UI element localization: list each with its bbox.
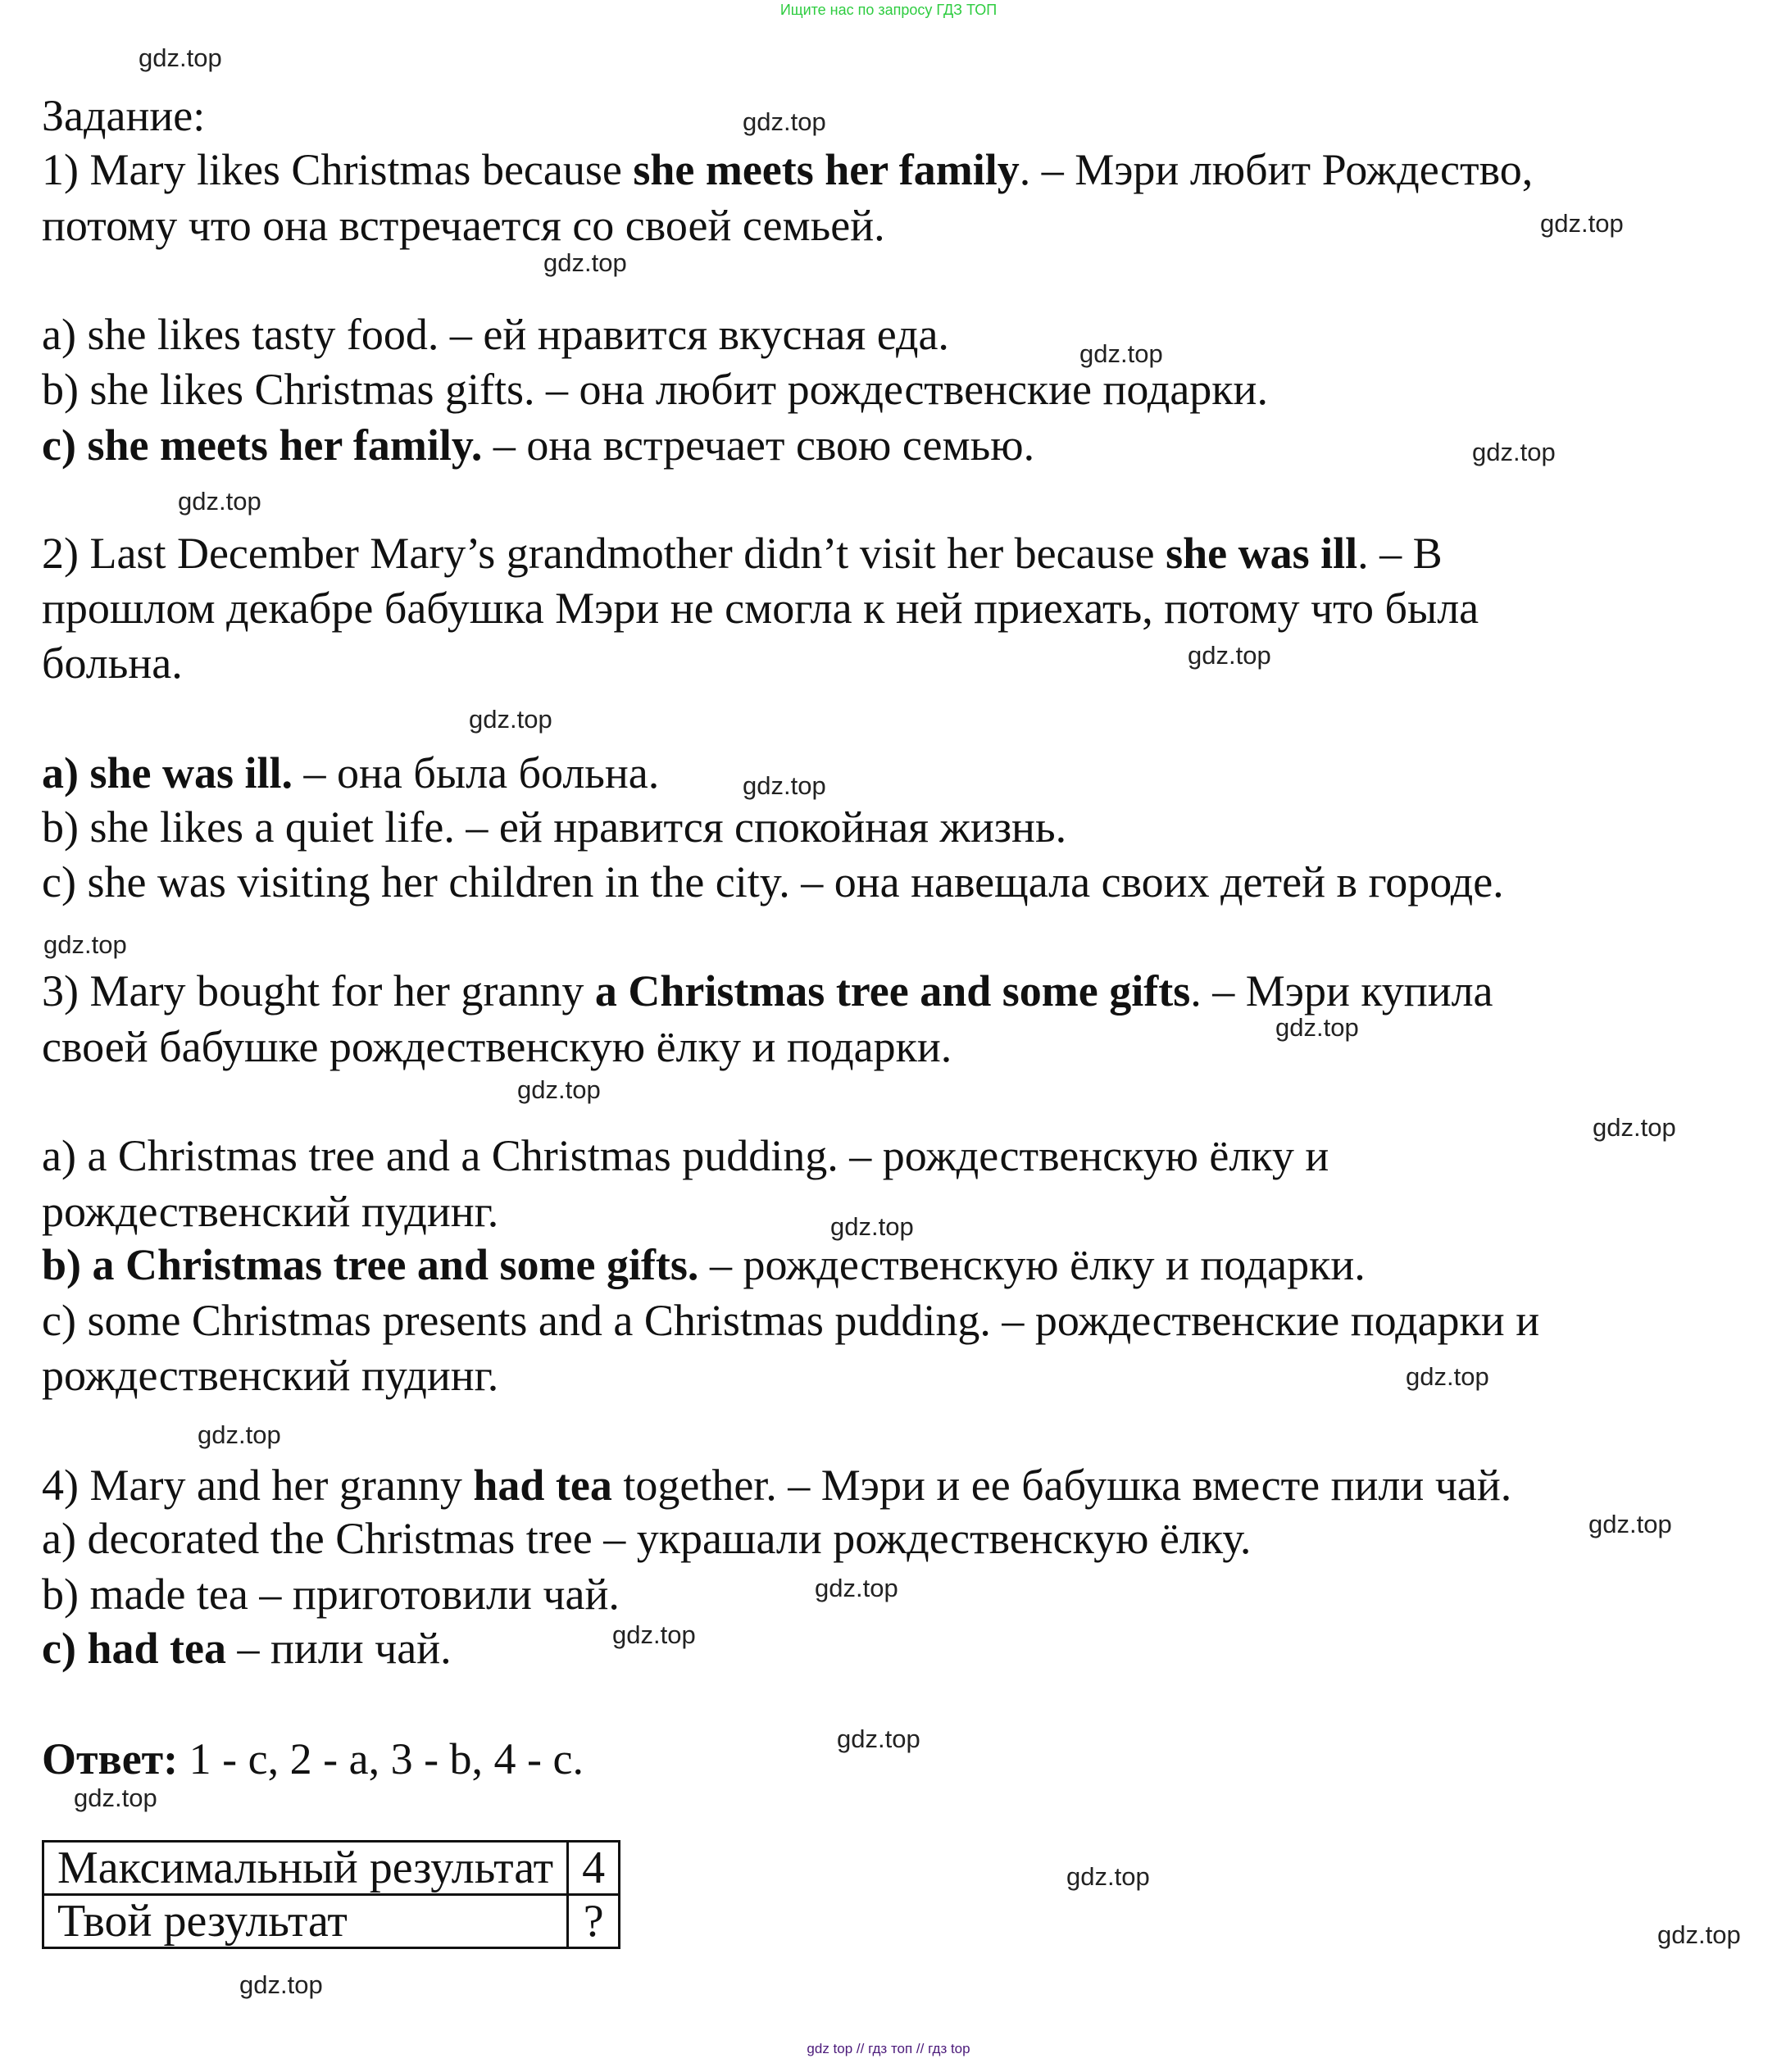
text-segment: рождественский пудинг. (42, 1187, 499, 1236)
text-segment: рождественский пудинг. (42, 1351, 499, 1400)
text-line (42, 1348, 498, 1402)
watermark-text: gdz.top (837, 1724, 920, 1753)
text-segment: 3) Mary bought for her granny (42, 966, 595, 1016)
text-segment: a) decorated the Christmas tree – украшали рождественскую ёлку. (42, 1514, 1252, 1563)
text-segment: – она встречает свою семью. (482, 420, 1035, 470)
text-segment: 1 - c, 2 - a, 3 - b, 4 - c. (178, 1734, 584, 1783)
watermark-text: gdz.top (743, 771, 826, 800)
watermark-text: gdz.top (1188, 641, 1271, 670)
watermark-text: gdz.top (1540, 209, 1624, 238)
bold-text: she was ill (1166, 529, 1358, 578)
watermark-text: gdz.top (517, 1075, 601, 1104)
text-segment: больна. (42, 638, 183, 688)
bold-text: had tea (473, 1461, 612, 1510)
watermark-text: gdz.top (239, 1970, 323, 1999)
text-line (42, 362, 1268, 416)
watermark-text: gdz.top (1588, 1510, 1672, 1538)
bold-text: a Christmas tree and some gifts (594, 966, 1191, 1016)
text-segment: прошлом декабре бабушка Мэри не смогла к ней приехать, потому что была (42, 584, 1479, 633)
your-result-value: ? (568, 1895, 620, 1948)
text-line (42, 855, 1504, 909)
text-segment: b) she likes Christmas gifts. – она любит рождественские подарки. (42, 365, 1268, 414)
watermark-text: gdz.top (1066, 1862, 1150, 1891)
watermark-text: gdz.top (1657, 1920, 1741, 1949)
text-segment: . – В (1357, 529, 1443, 578)
watermark-text: gdz.top (543, 248, 627, 277)
text-segment: своей бабушке рождественскую ёлку и подарки. (42, 1022, 952, 1071)
your-result-label: Твой результат (43, 1895, 568, 1948)
watermark-text: gdz.top (830, 1212, 914, 1241)
text-line (42, 636, 183, 690)
max-result-value: 4 (568, 1842, 620, 1895)
text-segment: 2) Last December Mary’s grandmother didn’t visit her because (42, 529, 1166, 578)
text-line (42, 800, 1066, 854)
text-line (42, 1511, 1251, 1565)
text-segment: b) made tea – приготовили чай. (42, 1570, 620, 1619)
text-line (42, 964, 1493, 1018)
bold-text: she meets her family (633, 145, 1020, 194)
text-line (42, 1238, 1366, 1292)
text-line (42, 1293, 1539, 1347)
text-line (42, 1458, 1511, 1512)
max-result-label: Максимальный результат (43, 1842, 568, 1895)
text-segment: . – Мэри любит Рождество, (1019, 145, 1534, 194)
table-row (43, 1842, 620, 1895)
text-segment: b) she likes a quiet life. – ей нравится спокойная жизнь. (42, 802, 1067, 852)
footer-banner: gdz top // гдз топ // гдз top (807, 2041, 970, 2056)
text-line (42, 1621, 452, 1675)
text-segment: Задание: (42, 91, 206, 140)
text-line (42, 143, 1533, 197)
watermark-text: gdz.top (198, 1420, 281, 1449)
text-segment: 1) Mary likes Christmas because (42, 145, 634, 194)
watermark-text: gdz.top (1275, 1013, 1359, 1042)
watermark-text: gdz.top (1406, 1362, 1489, 1391)
watermark-text: gdz.top (612, 1620, 696, 1649)
text-line (42, 418, 1034, 472)
header-banner: Ищите нас по запросу ГДЗ ТОП (779, 2, 998, 18)
text-segment: a) she likes tasty food. – ей нравится вкусная еда. (42, 310, 949, 359)
table-row (43, 1895, 620, 1948)
text-segment: . – Мэри купила (1190, 966, 1493, 1016)
text-segment: 4) Mary and her granny (42, 1461, 474, 1510)
text-segment: потому что она встречается со своей семьей. (42, 201, 885, 250)
watermark-text: gdz.top (1079, 339, 1163, 368)
text-segment: – пили чай. (225, 1624, 452, 1673)
watermark-text: gdz.top (469, 705, 552, 734)
score-table (42, 1840, 620, 1949)
text-line (42, 89, 205, 143)
bold-text: a) she was ill. (42, 748, 293, 797)
text-line (42, 1567, 620, 1621)
watermark-text: gdz.top (74, 1783, 157, 1812)
text-line (42, 581, 1479, 635)
watermark-text: gdz.top (743, 107, 826, 136)
bold-text: c) she meets her family. (42, 420, 483, 470)
bold-text: b) a Christmas tree and some gifts. (42, 1240, 699, 1289)
text-segment: – она была больна. (293, 748, 660, 797)
text-segment: c) she was visiting her children in the city. – она навещала своих детей в городе. (42, 857, 1504, 906)
text-line (42, 1020, 952, 1074)
text-segment: – рождественскую ёлку и подарки. (698, 1240, 1366, 1289)
watermark-text: gdz.top (43, 930, 127, 959)
watermark-text: gdz.top (178, 487, 261, 516)
bold-text: c) had tea (42, 1624, 226, 1673)
text-line (42, 198, 885, 252)
text-line (42, 1129, 1329, 1183)
text-line (42, 526, 1443, 580)
watermark-text: gdz.top (1472, 438, 1556, 466)
watermark-text: gdz.top (815, 1574, 898, 1602)
bold-text: Ответ: (42, 1734, 179, 1783)
text-segment: together. – Мэри и ее бабушка вместе пили чай. (611, 1461, 1512, 1510)
text-line (42, 307, 949, 361)
watermark-text: gdz.top (139, 43, 222, 72)
text-line (42, 1732, 584, 1786)
watermark-text: gdz.top (1593, 1113, 1676, 1142)
text-segment: c) some Christmas presents and a Christmas pudding. – рождественские подарки и (42, 1296, 1540, 1345)
text-line (42, 1184, 498, 1238)
text-segment: a) a Christmas tree and a Christmas pudding. – рождественскую ёлку и (42, 1131, 1329, 1180)
text-line (42, 746, 659, 800)
